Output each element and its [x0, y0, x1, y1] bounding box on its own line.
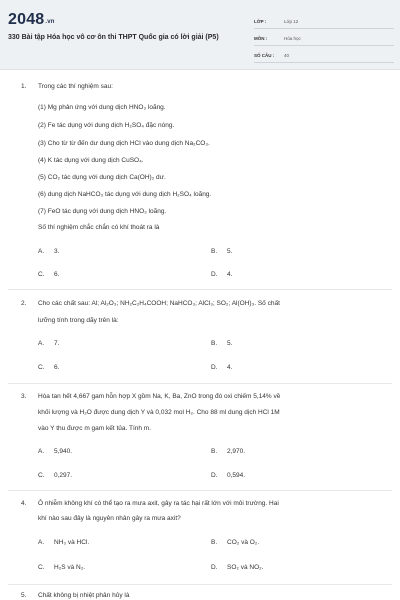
answer-option-a[interactable]: A. 5,940.: [38, 448, 73, 455]
question-stem: Trong các thí nghiệm sau:: [38, 83, 113, 90]
meta-key: SỐ CÂU :: [254, 53, 275, 58]
question-stem: vào Y thu được m gam kết tủa. Tính m.: [38, 425, 152, 432]
question-item: (3) Cho từ từ đến dư dung dịch HCl vào dung dịch Na₂CO₃.: [38, 140, 210, 147]
question-stem: khối lượng và H₂O được dung dịch Y và 0,032 mol H₂. Cho 88 ml dung dịch HCl 1M: [38, 409, 280, 416]
divider: [8, 383, 392, 384]
question-tail: Số thí nghiệm chắc chắn có khí thoát ra là: [38, 224, 160, 231]
question-stem: Ô nhiễm không khí có thể tạo ra mưa axit, gây ra tác hại rất lớn với môi trường. Hai: [38, 500, 279, 507]
answer-option-d[interactable]: D. 4.: [211, 271, 233, 278]
answer-option-c[interactable]: C. 6.: [38, 364, 60, 371]
meta-row-subject: [254, 32, 394, 46]
answer-option-b[interactable]: B. CO₂ và O₂.: [211, 539, 260, 546]
divider: [8, 584, 392, 585]
divider: [8, 289, 392, 290]
question-item: (4) K tác dụng với dung dịch CuSO₄.: [38, 157, 144, 164]
meta-value: 40: [284, 53, 290, 58]
page-header: [0, 0, 400, 70]
question-item: (6) dung dịch NaHCO₃ tác dụng với dung dịch H₂SO₄ loãng.: [38, 191, 212, 198]
question-number: 1.: [21, 83, 27, 90]
meta-row-grade: [254, 15, 394, 29]
site-logo[interactable]: 2048.vn: [8, 11, 55, 28]
question-stem: Hòa tan hết 4,667 gam hỗn hợp X gồm Na, K, Ba, ZnO trong đó oxi chiếm 5,14% về: [38, 393, 281, 400]
document-title: 330 Bài tập Hóa học vô cơ ôn thi THPT Quốc gia có lời giải (P5): [8, 34, 219, 41]
answer-option-d[interactable]: D. 4.: [211, 364, 233, 371]
meta-key: LỚP :: [254, 19, 267, 24]
meta-row-count: [254, 49, 394, 63]
answer-option-a[interactable]: A. 7.: [38, 340, 60, 347]
answer-option-a[interactable]: A. NH₃ và HCl.: [38, 539, 90, 546]
question-item: (1) Mg phản ứng với dung dịch HNO₃ loãng.: [38, 104, 166, 111]
question-number: 5.: [21, 592, 27, 599]
question-number: 2.: [21, 300, 27, 307]
meta-panel: [254, 15, 394, 66]
question-item: (7) FeO tác dụng với dung dịch HNO₃ loãng.: [38, 208, 167, 215]
meta-key: MÔN :: [254, 36, 268, 41]
question-stem: lưỡng tính trong dãy trên là:: [38, 317, 119, 324]
question-stem: khí nào sau đây là nguyên nhân gây ra mưa axit?: [38, 515, 181, 522]
answer-option-a[interactable]: A. 3.: [38, 248, 60, 255]
answer-option-c[interactable]: C. 0,297.: [38, 472, 73, 479]
question-number: 3.: [21, 393, 27, 400]
answer-option-d[interactable]: D. 0,594.: [211, 472, 246, 479]
answer-option-b[interactable]: B. 5.: [211, 248, 233, 255]
meta-value: Hóa học: [284, 36, 301, 41]
question-item: (5) CO₂ tác dụng với dung dịch Ca(OH)₂ dư.: [38, 174, 166, 181]
divider: [8, 490, 392, 491]
answer-option-b[interactable]: B. 2,970.: [211, 448, 246, 455]
meta-value: Lớp 12: [284, 19, 299, 24]
answer-option-c[interactable]: C. H₂S và N₂.: [38, 564, 86, 571]
question-number: 4.: [21, 500, 27, 507]
answer-option-b[interactable]: B. 5.: [211, 340, 233, 347]
answer-option-d[interactable]: D. SO₂ và NO₂.: [211, 564, 264, 571]
question-item: (2) Fe tác dụng với dung dịch H₂SO₄ đặc nóng.: [38, 122, 175, 129]
question-stem: Cho các chất sau: Al; Al₂O₃; NH₂C₂H₄COOH; NaHCO₃; AlCl₃; SO₂; Al(OH)₃. Số chất: [38, 300, 280, 307]
answer-option-c[interactable]: C. 6.: [38, 271, 60, 278]
question-stem: Chất không bị nhiệt phân hủy là: [38, 592, 130, 599]
